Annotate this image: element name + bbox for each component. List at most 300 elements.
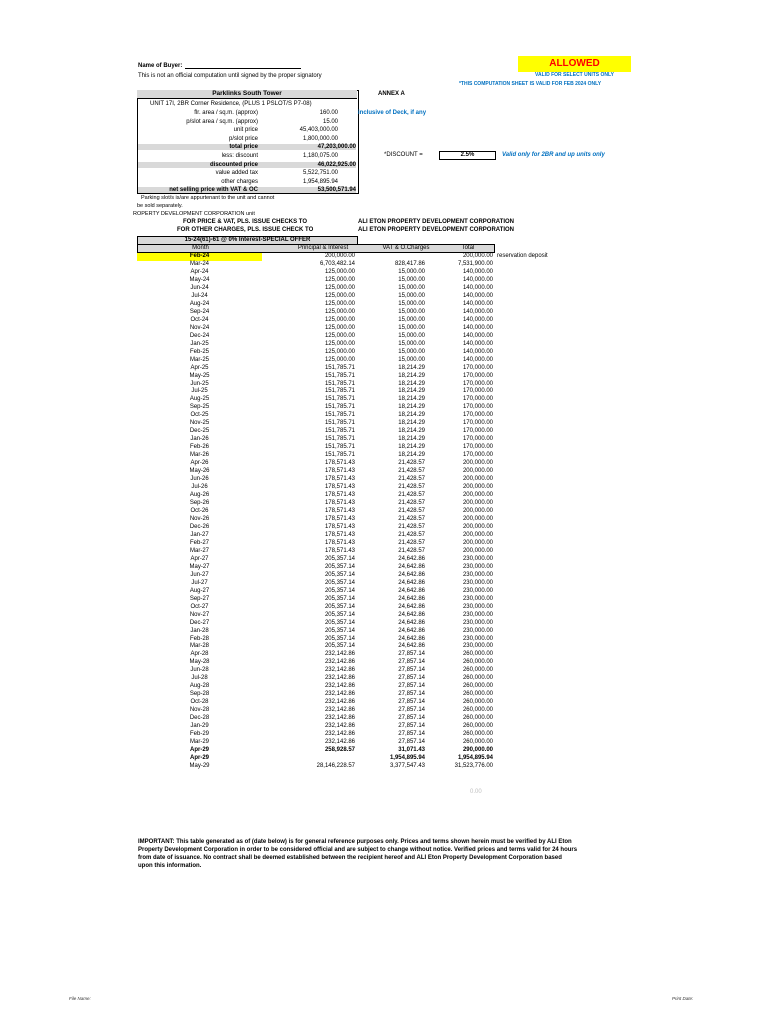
- pricing-line-value: 46,022,925.00: [258, 162, 356, 168]
- cell-vat-charges: 18,214.29: [398, 420, 425, 427]
- cell-vat-charges: 27,857.14: [398, 699, 425, 706]
- table-row: [137, 396, 567, 404]
- cell-month: Nov-28: [189, 707, 210, 714]
- cell-vat-charges: 21,428.57: [398, 508, 425, 514]
- cell-principal-interest: 258,928.57: [324, 747, 355, 754]
- table-row: [137, 285, 567, 293]
- pricing-line-label: unit price: [233, 127, 258, 134]
- cell-principal-interest: 178,571.43: [324, 460, 355, 467]
- cell-principal-interest: 205,357.14: [324, 595, 355, 602]
- cell-vat-charges: 27,857.14: [398, 739, 425, 746]
- table-row: [137, 636, 567, 644]
- schedule-title: 15-24(61)-61 @ 0% Interest-SPECIAL OFFER: [137, 236, 358, 245]
- corporation-unit-note: ROPERTY DEVELOPMENT CORPORATION unit: [133, 211, 255, 217]
- table-row: [137, 420, 567, 428]
- cell-principal-interest: 178,571.43: [324, 484, 355, 491]
- cell-month: Mar-29: [189, 739, 209, 746]
- cell-month: Apr-29: [189, 755, 209, 762]
- cell-vat-charges: 27,857.14: [398, 731, 425, 738]
- cell-total: 230,000.00: [462, 571, 493, 578]
- cell-total: 230,000.00: [462, 595, 493, 602]
- cell-vat-charges: 24,642.86: [398, 627, 425, 634]
- pricing-line-label: discounted price: [138, 162, 258, 168]
- schedule-header-row: [137, 244, 495, 253]
- cell-vat-charges: 18,214.29: [398, 396, 425, 403]
- cell-total: 230,000.00: [462, 635, 493, 642]
- cell-month: Jul-26: [191, 484, 208, 491]
- table-row: [137, 755, 567, 763]
- cell-total: 170,000.00: [462, 436, 493, 443]
- cell-total: 260,000.00: [462, 707, 493, 714]
- cell-principal-interest: 151,785.71: [324, 420, 355, 427]
- table-row: [137, 683, 567, 691]
- cell-total: 140,000.00: [462, 356, 493, 363]
- cell-principal-interest: 151,785.71: [324, 396, 355, 403]
- cell-principal-interest: 232,142.86: [324, 683, 355, 690]
- pricing-line-label: p/slot area / sq.m. (approx): [186, 118, 258, 125]
- cell-vat-charges: 18,214.29: [398, 452, 425, 459]
- cell-principal-interest: 125,000.00: [324, 300, 355, 307]
- table-row: [137, 476, 567, 484]
- other-charges-check-instruction: FOR OTHER CHARGES, PLS. ISSUE CHECK TO: [177, 227, 314, 233]
- cell-total: 200,000.00: [462, 468, 493, 475]
- cell-total: 260,000.00: [462, 683, 493, 690]
- cell-vat-charges: 15,000.00: [398, 332, 425, 339]
- cell-vat-charges: 24,642.86: [398, 579, 425, 586]
- cell-month: Dec-24: [189, 332, 210, 339]
- cell-principal-interest: 232,142.86: [324, 659, 355, 666]
- cell-principal-interest: 125,000.00: [324, 308, 355, 315]
- pricing-line-label: net selling price with VAT & OC: [138, 187, 258, 193]
- row-note: reservation deposit: [497, 253, 548, 259]
- cell-month: Nov-24: [189, 324, 210, 331]
- table-row: [137, 500, 567, 508]
- cell-principal-interest: 125,000.00: [324, 324, 355, 331]
- table-row: [137, 444, 567, 452]
- cell-vat-charges: 15,000.00: [398, 356, 425, 363]
- cell-principal-interest: 205,357.14: [324, 587, 355, 594]
- cell-month: Oct-28: [190, 699, 209, 706]
- cell-principal-interest: 6,703,482.14: [319, 260, 355, 267]
- pricing-line-value: 45,403,000.00: [299, 127, 338, 134]
- table-row: [137, 293, 567, 301]
- cell-principal-interest: 125,000.00: [324, 276, 355, 283]
- cell-total: 200,000.00: [462, 539, 493, 546]
- table-row: [137, 731, 567, 739]
- cell-month: Dec-26: [189, 523, 210, 530]
- cell-month: Oct-25: [190, 412, 209, 419]
- cell-principal-interest: 178,571.43: [324, 468, 355, 475]
- cell-principal-interest: 178,571.43: [324, 515, 355, 522]
- cell-month: Sep-25: [189, 404, 210, 411]
- table-row: [137, 548, 567, 556]
- table-row: [137, 532, 567, 540]
- cell-vat-charges: 24,642.86: [398, 603, 425, 610]
- pricing-line-value: 5,522,751.00: [302, 170, 338, 177]
- table-row: [137, 612, 567, 620]
- cell-principal-interest: 205,357.14: [324, 619, 355, 626]
- cell-vat-charges: 18,214.29: [398, 428, 425, 435]
- cell-total: 230,000.00: [462, 611, 493, 618]
- price-vat-check-instruction: FOR PRICE & VAT, PLS. ISSUE CHECKS TO: [183, 219, 308, 225]
- table-row: [137, 261, 567, 269]
- tower-title: Parklinks South Tower: [137, 90, 357, 99]
- cell-principal-interest: 232,142.86: [324, 739, 355, 746]
- table-row: [137, 412, 567, 420]
- table-row: [137, 349, 567, 357]
- cell-total: 170,000.00: [462, 364, 493, 371]
- pricing-line-label: p/slot price: [228, 135, 258, 142]
- discount-label: *DISCOUNT =: [384, 152, 423, 158]
- table-row: [137, 580, 567, 588]
- table-row: [137, 484, 567, 492]
- price-vat-payee: ALI ETON PROPERTY DEVELOPMENT CORPORATION: [358, 219, 515, 225]
- pricing-line-value: 1,180,075.00: [302, 153, 338, 159]
- cell-vat-charges: 27,857.14: [398, 707, 425, 714]
- cell-month: May-29: [189, 763, 210, 769]
- cell-principal-interest: 151,785.71: [324, 412, 355, 419]
- pricing-line-value: 15.00: [322, 118, 338, 125]
- table-row: [137, 699, 567, 707]
- cell-vat-charges: 24,642.86: [398, 643, 425, 650]
- cell-month: Sep-24: [189, 308, 210, 315]
- cell-month: Jun-26: [190, 476, 209, 483]
- cell-principal-interest: 232,142.86: [324, 715, 355, 722]
- cell-total: 230,000.00: [462, 643, 493, 650]
- cell-month: Apr-26: [190, 460, 209, 467]
- table-row: [137, 524, 567, 532]
- table-row: [137, 492, 567, 500]
- cell-vat-charges: 27,857.14: [398, 683, 425, 690]
- cell-vat-charges: 24,642.86: [398, 571, 425, 578]
- table-row: [137, 404, 567, 412]
- cell-month: May-28: [189, 659, 210, 666]
- cell-vat-charges: 21,428.57: [398, 492, 425, 499]
- cell-month: Nov-27: [189, 611, 210, 618]
- cell-vat-charges: 21,428.57: [398, 500, 425, 507]
- valid-units-note: VALID FOR SELECT UNITS ONLY: [535, 72, 614, 78]
- buyer-name-line: [185, 68, 301, 69]
- cell-total: 230,000.00: [462, 603, 493, 610]
- cell-total: 140,000.00: [462, 292, 493, 299]
- table-row: [137, 715, 567, 723]
- cell-principal-interest: 205,357.14: [324, 603, 355, 610]
- cell-vat-charges: 27,857.14: [398, 667, 425, 674]
- cell-principal-interest: 205,357.14: [324, 611, 355, 618]
- table-row: [137, 620, 567, 628]
- cell-principal-interest: 125,000.00: [324, 356, 355, 363]
- cell-month: Jul-25: [191, 388, 208, 395]
- cell-principal-interest: 178,571.43: [324, 492, 355, 499]
- table-row: [137, 707, 567, 715]
- cell-vat-charges: 21,428.57: [398, 515, 425, 522]
- cell-total: 260,000.00: [462, 715, 493, 722]
- cell-total: 140,000.00: [462, 324, 493, 331]
- table-row: [137, 747, 567, 755]
- pricing-line-value: 47,203,000.00: [258, 144, 356, 150]
- cell-principal-interest: 232,142.86: [324, 675, 355, 682]
- table-row: [137, 269, 567, 277]
- cell-total: 200,000.00: [462, 531, 493, 538]
- cell-principal-interest: 151,785.71: [324, 444, 355, 451]
- header-month: Month: [192, 245, 209, 251]
- cell-month: Feb-25: [189, 348, 209, 355]
- cell-total: 140,000.00: [462, 276, 493, 283]
- cell-vat-charges: 15,000.00: [398, 300, 425, 307]
- cell-month: Jan-28: [190, 627, 209, 634]
- cell-principal-interest: 178,571.43: [324, 476, 355, 483]
- cell-principal-interest: 205,357.14: [324, 571, 355, 578]
- cell-total: 7,531,900.00: [457, 260, 493, 267]
- table-row: [137, 588, 567, 596]
- cell-month: Feb-27: [189, 539, 209, 546]
- cell-month: Jun-24: [190, 284, 209, 291]
- cell-vat-charges: 27,857.14: [398, 651, 425, 658]
- cell-total: 260,000.00: [462, 675, 493, 682]
- cell-total: 230,000.00: [462, 579, 493, 586]
- file-name-label: File Name:: [69, 996, 91, 1001]
- cell-month: Mar-27: [189, 547, 209, 554]
- cell-total: 170,000.00: [462, 380, 493, 387]
- header-total: Total: [461, 245, 475, 251]
- cell-principal-interest: 125,000.00: [324, 268, 355, 275]
- table-row: [137, 317, 567, 325]
- valid-sheet-note: *THIS COMPUTATION SHEET IS VALID FOR FEB 2024 ONLY: [458, 81, 602, 87]
- cell-vat-charges: 15,000.00: [398, 292, 425, 299]
- cell-vat-charges: 24,642.86: [398, 611, 425, 618]
- cell-month: Aug-28: [189, 683, 210, 690]
- cell-month: Feb-29: [189, 731, 209, 738]
- disclaimer-text: This is not an official computation until signed by the proper signatory: [138, 73, 322, 79]
- table-row: [137, 325, 567, 333]
- cell-total: 140,000.00: [462, 340, 493, 347]
- cell-total: 290,000.00: [462, 747, 493, 754]
- other-charges-payee: ALI ETON PROPERTY DEVELOPMENT CORPORATION: [358, 227, 515, 233]
- cell-principal-interest: 125,000.00: [324, 284, 355, 291]
- discount-note: Valid only for 2BR and up units only: [502, 152, 605, 158]
- cell-principal-interest: 205,357.14: [324, 635, 355, 642]
- cell-vat-charges: 15,000.00: [398, 316, 425, 323]
- pricing-line-value: 160.00: [319, 110, 338, 116]
- pricing-line-label: other charges: [221, 178, 258, 185]
- cell-vat-charges: 21,428.57: [398, 531, 425, 538]
- cell-total: 200,000.00: [462, 460, 493, 467]
- cell-principal-interest: 151,785.71: [324, 452, 355, 459]
- cell-total: 260,000.00: [462, 699, 493, 706]
- header-vat-charges: VAT & O.Charges: [382, 245, 430, 251]
- cell-month: Jul-24: [191, 292, 208, 299]
- cell-principal-interest: 125,000.00: [324, 332, 355, 339]
- table-row: [137, 667, 567, 675]
- cell-vat-charges: 3,377,547.43: [389, 763, 425, 769]
- cell-vat-charges: 27,857.14: [398, 659, 425, 666]
- cell-principal-interest: 205,357.14: [324, 563, 355, 570]
- table-row: [137, 556, 567, 564]
- unit-description: UNIT 17I, 2BR Corner Residence, (PLUS 1 PSLOT/S P7-08): [150, 101, 312, 107]
- cell-vat-charges: 15,000.00: [398, 268, 425, 275]
- table-row: [137, 596, 567, 604]
- table-row: [137, 651, 567, 659]
- cell-month: Aug-26: [189, 492, 210, 499]
- cell-total: 170,000.00: [462, 452, 493, 459]
- cell-principal-interest: 178,571.43: [324, 523, 355, 530]
- cell-month: Oct-27: [190, 603, 209, 610]
- cell-month: Dec-27: [189, 619, 210, 626]
- table-row: [137, 540, 567, 548]
- cell-vat-charges: 18,214.29: [398, 412, 425, 419]
- cell-month: Jul-27: [191, 579, 208, 586]
- inclusive-note: inclusive of Deck, if any: [358, 110, 427, 116]
- cell-vat-charges: 24,642.86: [398, 635, 425, 642]
- cell-total: 170,000.00: [462, 428, 493, 435]
- cell-month: Jul-28: [191, 675, 208, 682]
- cell-vat-charges: 18,214.29: [398, 372, 425, 379]
- cell-month: Aug-27: [189, 587, 210, 594]
- cell-month: May-26: [189, 468, 210, 475]
- cell-vat-charges: 24,642.86: [398, 563, 425, 570]
- header-principal-interest: Principal & Interest: [297, 245, 349, 251]
- cell-month: Dec-25: [189, 428, 210, 435]
- cell-month: Sep-27: [189, 595, 210, 602]
- table-row: [137, 428, 567, 436]
- table-row: [137, 333, 567, 341]
- cell-month: Jun-25: [190, 380, 209, 387]
- cell-total: 140,000.00: [462, 284, 493, 291]
- cell-total: 170,000.00: [462, 388, 493, 395]
- cell-month: Feb-26: [189, 444, 209, 451]
- cell-principal-interest: 151,785.71: [324, 380, 355, 387]
- print-date-label: Print Date:: [672, 996, 694, 1001]
- table-row: [137, 452, 567, 460]
- cell-total: 170,000.00: [462, 396, 493, 403]
- faint-zero-value: 0.00: [470, 789, 482, 795]
- cell-principal-interest: 125,000.00: [324, 348, 355, 355]
- cell-total: 140,000.00: [462, 268, 493, 275]
- cell-total: 170,000.00: [462, 412, 493, 419]
- cell-total: 230,000.00: [462, 587, 493, 594]
- cell-vat-charges: 15,000.00: [398, 348, 425, 355]
- cell-principal-interest: 232,142.86: [324, 691, 355, 698]
- cell-month: Feb-28: [189, 635, 209, 642]
- cell-principal-interest: 178,571.43: [324, 500, 355, 507]
- cell-month: May-24: [189, 276, 210, 283]
- parking-note-line2: be sold separately.: [137, 203, 183, 209]
- cell-vat-charges: 27,857.14: [398, 715, 425, 722]
- cell-total: 260,000.00: [462, 667, 493, 674]
- cell-total: 140,000.00: [462, 332, 493, 339]
- cell-month: Mar-28: [189, 643, 209, 650]
- cell-principal-interest: 151,785.71: [324, 428, 355, 435]
- table-row: [137, 508, 567, 516]
- cell-month: Sep-26: [189, 500, 210, 507]
- cell-vat-charges: 21,428.57: [398, 484, 425, 491]
- table-row: [137, 564, 567, 572]
- cell-total: 200,000.00: [462, 253, 493, 259]
- cell-principal-interest: 125,000.00: [324, 292, 355, 299]
- table-row: [137, 357, 567, 365]
- cell-vat-charges: 15,000.00: [398, 276, 425, 283]
- cell-principal-interest: 125,000.00: [324, 340, 355, 347]
- cell-vat-charges: 15,000.00: [398, 324, 425, 331]
- cell-vat-charges: 21,428.57: [398, 523, 425, 530]
- pricing-line-value: 53,500,571.94: [258, 187, 356, 193]
- cell-total: 140,000.00: [462, 308, 493, 315]
- table-row: [137, 723, 567, 731]
- cell-month: Aug-25: [189, 396, 210, 403]
- cell-month: May-25: [189, 372, 210, 379]
- table-row: [137, 277, 567, 285]
- cell-month: Apr-29: [189, 747, 209, 754]
- table-row: [137, 309, 567, 317]
- cell-total: 260,000.00: [462, 731, 493, 738]
- table-row: [137, 739, 567, 747]
- cell-principal-interest: 151,785.71: [324, 404, 355, 411]
- buyer-name-label: Name of Buyer:: [138, 63, 183, 69]
- cell-month: Aug-24: [189, 300, 210, 307]
- annex-label: ANNEX A: [378, 91, 405, 97]
- cell-total: 260,000.00: [462, 651, 493, 658]
- cell-vat-charges: 27,857.14: [398, 675, 425, 682]
- cell-principal-interest: 232,142.86: [324, 699, 355, 706]
- pricing-line-label: total price: [138, 144, 258, 150]
- cell-principal-interest: 205,357.14: [324, 627, 355, 634]
- table-row: [137, 572, 567, 580]
- cell-vat-charges: 24,642.86: [398, 619, 425, 626]
- cell-total: 200,000.00: [462, 515, 493, 522]
- cell-month: Mar-25: [189, 356, 209, 363]
- cell-month: Apr-28: [190, 651, 209, 658]
- table-row: [137, 341, 567, 349]
- cell-month: Oct-24: [190, 316, 209, 323]
- table-row: [137, 516, 567, 524]
- cell-month: Feb-24: [137, 253, 262, 261]
- table-row: [137, 388, 567, 396]
- cell-total: 260,000.00: [462, 659, 493, 666]
- cell-total: 1,954,895.94: [457, 755, 493, 762]
- cell-month: Jun-27: [190, 571, 209, 578]
- table-row: [137, 763, 567, 771]
- cell-principal-interest: 232,142.86: [324, 651, 355, 658]
- cell-month: Nov-26: [189, 515, 210, 522]
- cell-month: Dec-28: [189, 715, 210, 722]
- cell-vat-charges: 21,428.57: [398, 476, 425, 483]
- cell-vat-charges: 18,214.29: [398, 388, 425, 395]
- cell-principal-interest: 232,142.86: [324, 731, 355, 738]
- cell-vat-charges: 24,642.86: [398, 555, 425, 562]
- cell-month: Nov-25: [189, 420, 210, 427]
- cell-principal-interest: 178,571.43: [324, 547, 355, 554]
- cell-month: Apr-25: [190, 364, 209, 371]
- cell-principal-interest: 125,000.00: [324, 316, 355, 323]
- cell-principal-interest: 151,785.71: [324, 364, 355, 371]
- cell-principal-interest: 200,000.00: [324, 253, 355, 259]
- table-row: [137, 301, 567, 309]
- cell-total: 260,000.00: [462, 739, 493, 746]
- schedule-rows: [137, 253, 567, 771]
- cell-principal-interest: 151,785.71: [324, 388, 355, 395]
- table-row: [137, 381, 567, 389]
- cell-total: 200,000.00: [462, 523, 493, 530]
- cell-month: Jan-26: [190, 436, 209, 443]
- cell-principal-interest: 232,142.86: [324, 707, 355, 714]
- cell-total: 200,000.00: [462, 500, 493, 507]
- table-row: [137, 659, 567, 667]
- cell-total: 200,000.00: [462, 484, 493, 491]
- table-row: [137, 373, 567, 381]
- cell-vat-charges: 27,857.14: [398, 723, 425, 730]
- cell-month: Jan-27: [190, 531, 209, 538]
- cell-vat-charges: 15,000.00: [398, 308, 425, 315]
